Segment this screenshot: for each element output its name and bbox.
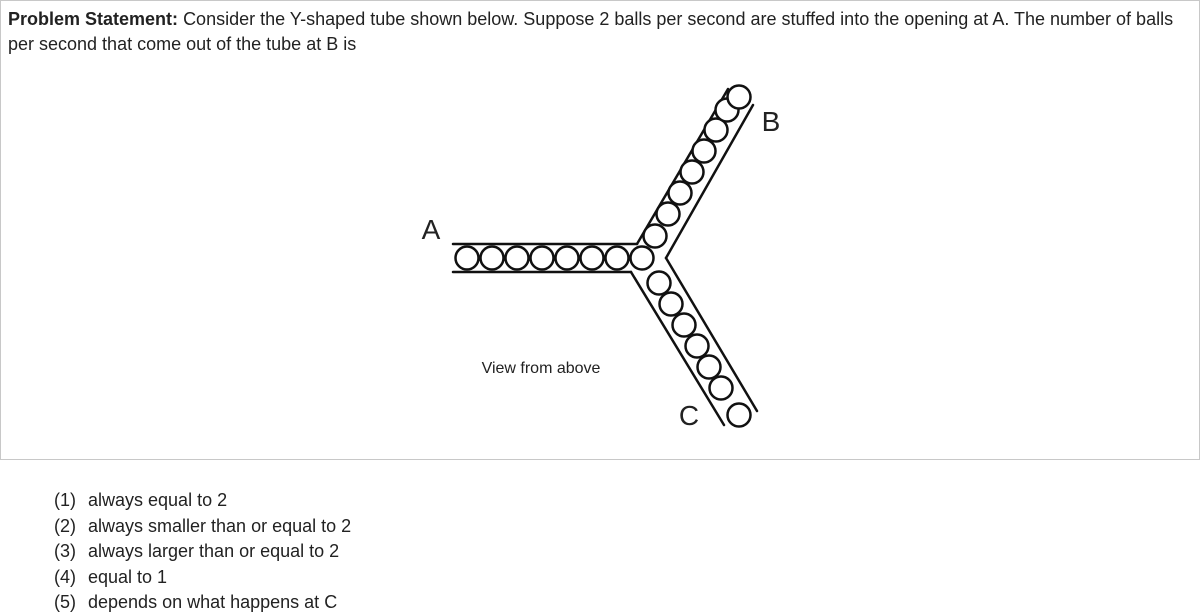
problem-text: Consider the Y-shaped tube shown below. Suppose 2 balls per second are stuffed into the opening at A. The number of balls per second that come out of the tube at B is: [8, 9, 1174, 54]
ball: [669, 182, 692, 205]
ball: [648, 272, 671, 295]
option-text: depends on what happens at C: [88, 592, 338, 612]
ball: [698, 356, 721, 379]
option-number: (4): [54, 566, 76, 587]
ball: [456, 247, 479, 270]
option-3[interactable]: [54, 539, 351, 565]
ball: [506, 247, 529, 270]
option-1[interactable]: [54, 488, 351, 514]
option-2[interactable]: [54, 514, 351, 540]
ball: [673, 314, 696, 337]
ball: [686, 335, 709, 358]
ball: [531, 247, 554, 270]
balls-arm-a: [456, 247, 654, 270]
label-c: C: [678, 400, 700, 431]
option-text: always equal to 2: [88, 490, 228, 510]
ball: [581, 247, 604, 270]
ball: [631, 247, 654, 270]
option-4[interactable]: [54, 565, 351, 591]
option-text: equal to 1: [88, 566, 168, 587]
ball: [710, 377, 733, 400]
ball: [481, 247, 504, 270]
ball: [693, 140, 716, 163]
ball: [728, 86, 751, 109]
answer-options: [54, 488, 351, 616]
option-number: (3): [54, 541, 76, 561]
y-tube-diagram: [1, 1, 1199, 459]
option-text: always smaller than or equal to 2: [88, 515, 352, 536]
option-number: (1): [54, 490, 76, 510]
ball: [681, 161, 704, 184]
option-number: (5): [54, 592, 76, 612]
ball: [657, 203, 680, 226]
option-text: always larger than or equal to 2: [88, 541, 340, 561]
diagram-caption: View from above: [481, 360, 601, 377]
label-a: A: [421, 214, 441, 245]
ball: [606, 247, 629, 270]
ball: [644, 225, 667, 248]
problem-label: Problem Statement:: [8, 9, 179, 29]
balls-arm-b: [644, 86, 751, 248]
option-number: (2): [54, 515, 76, 536]
ball: [556, 247, 579, 270]
label-b: B: [761, 106, 781, 137]
ball: [728, 404, 751, 427]
ball: [660, 293, 683, 316]
